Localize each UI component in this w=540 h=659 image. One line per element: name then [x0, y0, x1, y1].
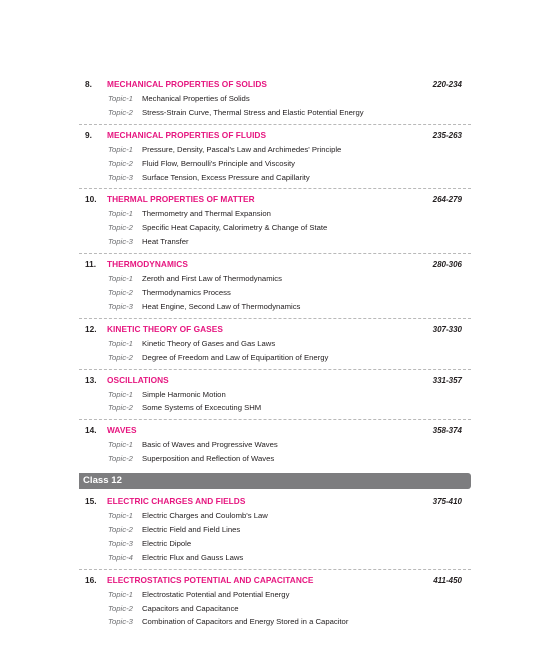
- topic-label: Topic-1: [108, 589, 133, 599]
- topic-label: Topic-1: [108, 209, 133, 219]
- topic-row: [79, 171, 471, 185]
- topic-row: [79, 438, 471, 452]
- topic-label: Topic-1: [108, 389, 133, 399]
- topic-row: [79, 221, 471, 235]
- chapter-number: 14.: [85, 425, 97, 436]
- chapter-number: 13.: [85, 374, 97, 385]
- chapter-entry: [79, 570, 471, 634]
- topic-title: Superposition and Reflection of Waves: [142, 454, 275, 464]
- chapter-title[interactable]: KINETIC THEORY OF GASES: [107, 323, 223, 334]
- chapter-entry: [79, 370, 471, 421]
- topic-title: Simple Harmonic Motion: [142, 389, 226, 399]
- chapter-title[interactable]: MECHANICAL PROPERTIES OF SOLIDS: [107, 79, 267, 89]
- topic-title: Thermodynamics Process: [142, 288, 231, 298]
- chapter-number: 15.: [85, 496, 97, 507]
- chapter-heading: [79, 192, 471, 207]
- topic-title: Electric Flux and Gauss Laws: [142, 552, 244, 562]
- topic-row: [79, 286, 471, 300]
- chapter-heading: [79, 77, 471, 92]
- topic-row: [79, 157, 471, 171]
- topic-label: Topic-3: [108, 617, 133, 627]
- topic-label: Topic-2: [108, 107, 133, 117]
- chapter-page-range: 307-330: [432, 324, 462, 334]
- topic-title: Heat Engine, Second Law of Thermodynamics: [142, 301, 301, 311]
- topic-title: Heat Transfer: [142, 237, 189, 247]
- topic-title: Mechanical Properties of Solids: [142, 94, 250, 103]
- topic-title: Electrostatic Potential and Potential Energy: [142, 589, 290, 599]
- topic-row: [79, 401, 471, 415]
- chapter-page-range: 358-374: [432, 426, 462, 436]
- chapter-group-class-12: [79, 491, 471, 633]
- chapter-entry: [79, 254, 471, 319]
- topic-label: Topic-3: [108, 237, 133, 247]
- topic-title: Some Systems of Excecuting SHM: [142, 403, 262, 413]
- topic-title: Basic of Waves and Progressive Waves: [142, 440, 278, 450]
- chapter-entry: [79, 420, 471, 470]
- chapter-number: 11.: [85, 259, 97, 270]
- topic-row: [79, 537, 471, 551]
- chapter-heading: [79, 128, 471, 143]
- chapter-heading: [79, 423, 471, 438]
- chapter-page-range: 264-279: [432, 195, 462, 205]
- topic-row: [79, 207, 471, 221]
- topic-row: [79, 106, 471, 120]
- topic-label: Topic-3: [108, 172, 133, 182]
- chapter-heading: [79, 322, 471, 337]
- chapter-number: 8.: [85, 79, 92, 89]
- topic-row: [79, 337, 471, 351]
- chapter-entry: [79, 74, 471, 125]
- chapter-title[interactable]: THERMAL PROPERTIES OF MATTER: [107, 194, 255, 205]
- chapter-group-class-11: [79, 74, 471, 470]
- chapter-entry: [79, 125, 471, 190]
- topic-row: [79, 523, 471, 537]
- chapter-entry: [79, 491, 471, 570]
- chapter-page-range: 280-306: [432, 260, 462, 270]
- chapter-number: 16.: [85, 574, 97, 585]
- topic-row: [79, 143, 471, 157]
- topic-label: Topic-2: [108, 603, 133, 613]
- topic-title: Combination of Capacitors and Energy Stored in a Capacitor: [142, 617, 349, 627]
- chapter-heading: [79, 373, 471, 388]
- topic-row: [79, 388, 471, 402]
- topic-title: Surface Tension, Excess Pressure and Capillarity: [142, 172, 310, 182]
- topic-title: Capacitors and Capacitance: [142, 603, 239, 613]
- class-heading: Class 12: [79, 473, 471, 489]
- chapter-title[interactable]: OSCILLATIONS: [107, 374, 169, 385]
- chapter-page-range: 411-450: [433, 575, 462, 585]
- chapter-title[interactable]: WAVES: [107, 425, 137, 436]
- topic-label: Topic-1: [108, 338, 133, 348]
- topic-label: Topic-2: [108, 158, 133, 168]
- topic-title: Electric Charges and Coulomb's Law: [142, 511, 268, 521]
- chapter-title[interactable]: ELECTRIC CHARGES AND FIELDS: [107, 496, 246, 507]
- topic-title: Fluid Flow, Bernoulli's Principle and Viscosity: [142, 158, 296, 168]
- topic-label: Topic-4: [108, 552, 133, 562]
- topic-label: Topic-1: [108, 274, 133, 284]
- topic-row: [79, 551, 471, 565]
- topic-row: [79, 615, 471, 629]
- table-of-contents: [79, 74, 471, 633]
- chapter-number: 9.: [85, 129, 92, 140]
- topic-row: [79, 452, 471, 466]
- topic-row: [79, 235, 471, 249]
- topic-title: Zeroth and First Law of Thermodynamics: [142, 274, 282, 284]
- chapter-entry: [79, 189, 471, 254]
- topic-title: Pressure, Density, Pascal's Law and Archimedes' Principle: [142, 144, 342, 154]
- topic-label: Topic-1: [108, 144, 133, 154]
- topic-label: Topic-2: [108, 288, 133, 298]
- topic-row: [79, 602, 471, 616]
- chapter-page-range: 220-234: [432, 80, 462, 89]
- topic-title: Degree of Freedom and Law of Equipartition of Energy: [142, 352, 329, 362]
- chapter-title[interactable]: THERMODYNAMICS: [107, 259, 188, 270]
- chapter-page-range: 375-410: [432, 497, 462, 507]
- topic-row: [79, 588, 471, 602]
- chapter-page-range: 331-357: [432, 375, 462, 385]
- topic-label: Topic-1: [108, 511, 133, 521]
- topic-row: [79, 351, 471, 365]
- chapter-heading: [79, 573, 471, 588]
- topic-row: [79, 92, 471, 106]
- topic-title: Specific Heat Capacity, Calorimetry & Change of State: [142, 223, 328, 233]
- chapter-heading: [79, 494, 471, 509]
- topic-row: [79, 300, 471, 314]
- chapter-entry: [79, 319, 471, 370]
- topic-label: Topic-2: [108, 454, 133, 464]
- topic-label: Topic-2: [108, 525, 133, 535]
- chapter-title[interactable]: ELECTROSTATICS POTENTIAL AND CAPACITANCE: [107, 574, 314, 585]
- chapter-title[interactable]: MECHANICAL PROPERTIES OF FLUIDS: [107, 129, 267, 140]
- chapter-heading: [79, 257, 471, 272]
- topic-title: Electric Dipole: [142, 538, 192, 548]
- topic-label: Topic-3: [108, 538, 133, 548]
- topic-label: Topic-2: [108, 352, 133, 362]
- topic-label: Topic-1: [108, 440, 133, 450]
- chapter-page-range: 235-263: [432, 130, 462, 140]
- topic-row: [79, 272, 471, 286]
- topic-title: Thermometry and Thermal Expansion: [142, 209, 271, 219]
- chapter-number: 12.: [85, 323, 97, 334]
- topic-label: Topic-2: [108, 403, 133, 413]
- topic-row: [79, 509, 471, 523]
- topic-label: Topic-2: [108, 223, 133, 233]
- topic-title: Stress-Strain Curve, Thermal Stress and Elastic Potential Energy: [142, 107, 364, 117]
- topic-title: Electric Field and Field Lines: [142, 525, 241, 535]
- chapter-number: 10.: [85, 194, 97, 205]
- topic-title: Kinetic Theory of Gases and Gas Laws: [142, 338, 276, 348]
- topic-label: Topic-3: [108, 301, 133, 311]
- topic-label: Topic-1: [108, 94, 133, 103]
